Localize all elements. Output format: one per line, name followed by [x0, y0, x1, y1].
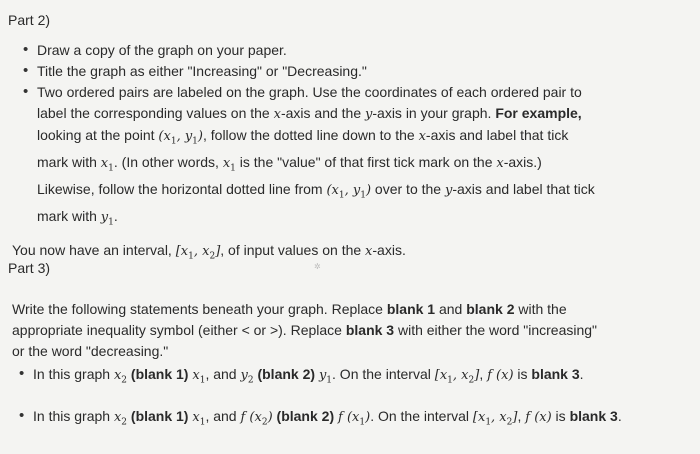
bold-blank-1: (blank 1): [127, 408, 193, 424]
text-run: In this graph: [33, 366, 114, 382]
math-x: x: [365, 244, 373, 259]
text-run: . On the interval: [370, 408, 473, 424]
math-x: x: [273, 106, 281, 122]
math-interval: [$x_1$, $x_2$]: [472, 410, 518, 428]
text-run: is: [551, 408, 570, 424]
math-y2: $y_2$: [240, 368, 254, 386]
math-x: x: [418, 129, 426, 144]
text-run: over to the: [371, 181, 445, 198]
text-run: Two ordered pairs are labeled on the graph. Use the coordinates of each ordered pair to label the corresponding values on the: [37, 84, 582, 121]
text-run: -axis and the: [280, 104, 366, 121]
text-run: , of input values on the: [220, 242, 366, 258]
bold-blank-2: blank 2: [466, 301, 515, 317]
bullet-statement-f: [33, 406, 623, 433]
math-y: y: [365, 106, 373, 122]
bullet-label-pairs: [37, 82, 602, 233]
bullet-statement-y: [33, 364, 618, 391]
bold-blank-3: blank 3: [531, 366, 580, 382]
text-run: -axis.: [372, 242, 406, 258]
text-run: .: [579, 366, 584, 382]
math-f-of-x2: f $(x_2)$: [240, 410, 273, 428]
bold-blank-3: blank 3: [345, 322, 395, 338]
math-f-of-x: f (x): [525, 410, 552, 425]
text-run: with either the word "increasing" or the word "decreasing.": [12, 322, 598, 359]
text-run: .: [617, 408, 622, 424]
math-x1: $x_1$: [192, 368, 206, 386]
text-run: ,: [479, 366, 488, 382]
bold-blank-2: (blank 2): [253, 366, 319, 382]
bold-blank-3: blank 3: [569, 408, 618, 424]
math-f-of-x1: f $(x_1)$: [338, 410, 371, 428]
text-run: .: [113, 208, 118, 225]
text-run: , follow the dotted line down to the: [202, 127, 419, 143]
math-f-of-x: f (x): [487, 368, 514, 383]
bold-for-example: For example,: [495, 104, 582, 121]
bold-blank-2: (blank 2): [272, 408, 339, 424]
text-run: with the appropriate inequality symbol (either < or >). Replace: [12, 301, 567, 338]
math-y: y: [444, 183, 453, 199]
text-run: You now have an interval,: [12, 242, 176, 258]
text-run: and: [435, 301, 467, 317]
text-run: , and: [205, 408, 241, 424]
faint-scan-mark: ✲: [314, 262, 321, 271]
text-run: Write the following statements beneath your graph. Replace: [12, 301, 387, 317]
text-run: is: [513, 366, 532, 382]
text-run: In this graph: [33, 408, 114, 424]
math-x1: $x_1$: [100, 156, 114, 174]
math-x: x: [496, 156, 504, 172]
math-x2: $x_2$: [113, 368, 128, 386]
bold-blank-1: blank 1: [386, 301, 436, 317]
text-run: ,: [517, 408, 526, 424]
text-run: -axis in your graph.: [372, 104, 496, 121]
bullet-title-graph: • Title the graph as either "Increasing" or "Decreasing.": [37, 61, 677, 82]
text-run: looking at the point: [37, 127, 159, 143]
bullet-draw-copy: • Draw a copy of the graph on your paper.: [37, 40, 677, 61]
text-run: -axis and label that tick mark with: [37, 127, 569, 171]
math-x2: $x_2$: [113, 410, 128, 428]
math-x1: $x_1$: [222, 156, 236, 174]
text-run: . On the interval: [332, 366, 435, 382]
text-run: , and: [205, 366, 241, 382]
text-run: -axis.) Likewise, follow the horizontal dotted line from: [37, 154, 542, 198]
text-run: . (In other words,: [113, 154, 223, 171]
part3-instruction: [12, 299, 612, 362]
part3-heading: Part 3): [8, 260, 51, 276]
text-run: is the "value" of that first tick mark on the: [235, 154, 497, 171]
math-y1: $y_1$: [318, 368, 333, 386]
math-point-x1-y1: ($x_1$, $y_1$): [326, 183, 372, 201]
bold-blank-1: (blank 1): [127, 366, 193, 382]
math-interval: [$x_1$, $x_2$]: [434, 368, 480, 386]
math-y1: $y_1$: [100, 210, 114, 228]
math-x1: $x_1$: [192, 410, 206, 428]
part2-heading: Part 2): [8, 12, 51, 28]
text-run: -axis and label that tick mark with: [37, 181, 595, 225]
math-interval: [$x_1$, $x_2$]: [175, 244, 221, 262]
math-point-x1-y1: ($x_1$, $y_1$): [158, 129, 203, 147]
